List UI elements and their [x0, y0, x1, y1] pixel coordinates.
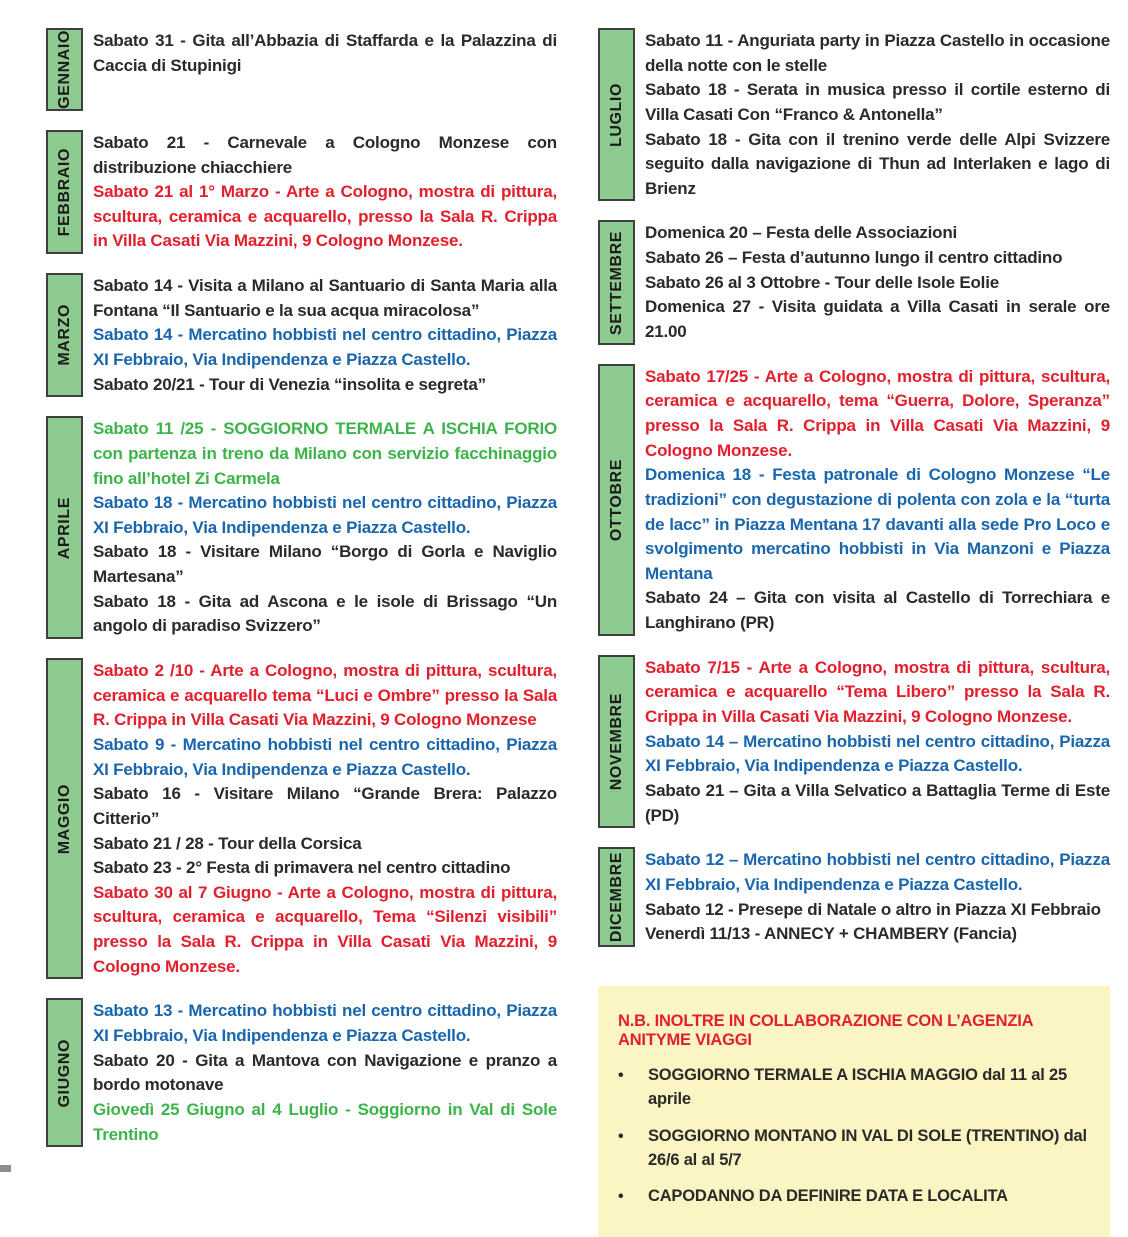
bullet-icon: • — [618, 1127, 624, 1145]
month-section-luglio — [598, 28, 1110, 201]
month-events-settembre — [645, 220, 1110, 344]
month-events-maggio — [93, 658, 557, 979]
month-section-maggio — [46, 658, 557, 979]
event-text: Giovedì 25 Giugno al 4 Luglio - Soggiorno in Val di Sole Trentino — [93, 1099, 557, 1144]
event-text: Domenica 18 - Festa patronale di Cologno Monzese “Le tradizioni” con degustazione di polenta con zola e la “turta de lacc” in Piazza Mentana 17 davanti alla sede Pro Loco e svolgimento mercatino hobbisti in Via Manzoni e Piazza Mentana — [645, 465, 1110, 583]
month-events-luglio — [645, 28, 1110, 201]
month-label-novembre: NOVEMBRE — [607, 692, 625, 791]
event-text: Sabato 26 – Festa d’autunno lungo il centro cittadino — [645, 248, 1063, 268]
month-box-marzo — [46, 273, 83, 397]
month-label-marzo: MARZO — [55, 304, 73, 366]
month-section-giugno — [46, 998, 557, 1147]
event-text: Sabato 12 - Presepe di Natale o altro in Piazza XI Febbraio — [645, 899, 1101, 919]
month-label-ottobre: OTTOBRE — [607, 458, 625, 541]
event-text: Venerdì 11/13 - ANNECY + CHAMBERY (Fancia) — [645, 924, 1017, 944]
note-bullet-item — [618, 1125, 1090, 1173]
event-text: Sabato 21 al 1° Marzo - Arte a Cologno, mostra di pittura, scultura, ceramica e acquarello, presso la Sala R. Crippa in Villa Casati Via Mazzini, 9 Cologno Monzese. — [93, 182, 557, 251]
event-text: Sabato 2 /10 - Arte a Cologno, mostra di pittura, scultura, ceramica e acquarello tema “Luci e Ombre” presso la Sala R. Crippa in Villa Casati Via Mazzini, 9 Cologno Monzese — [93, 661, 557, 730]
month-events-aprile — [93, 416, 557, 639]
month-section-aprile — [46, 416, 557, 639]
event-text: Sabato 17/25 - Arte a Cologno, mostra di pittura, scultura, ceramica e acquarello, tema “Guerra, Dolore, Speranza” presso la Sala R. Crippa in Villa Casati Via Mazzini, 9 Cologno Monzese. — [645, 366, 1110, 460]
event-text: Sabato 21 – Gita a Villa Selvatico a Battaglia Terme di Este (PD) — [645, 780, 1110, 825]
month-section-dicembre — [598, 847, 1110, 947]
note-bullet-item — [618, 1064, 1090, 1112]
event-text: Sabato 20/21 - Tour di Venezia “insolita e segreta” — [93, 374, 486, 394]
month-events-gennaio — [93, 28, 557, 111]
right-column — [598, 28, 1110, 1237]
note-item-text: SOGGIORNO TERMALE A ISCHIA MAGGIO dal 11 al 25 aprile — [648, 1065, 1067, 1108]
month-section-gennaio — [46, 28, 557, 111]
event-text: Sabato 26 al 3 Ottobre - Tour delle Isole Eolie — [645, 272, 999, 292]
event-text: Sabato 16 - Visitare Milano “Grande Brera: Palazzo Citterio” — [93, 784, 557, 828]
month-events-febbraio — [93, 130, 557, 254]
month-section-settembre — [598, 220, 1110, 344]
month-section-marzo — [46, 273, 557, 397]
month-label-giugno: GIUGNO — [55, 1038, 73, 1108]
event-text: Sabato 18 - Serata in musica presso il cortile esterno di Villa Casati Con “Franco & Antonella” — [645, 80, 1110, 124]
note-item-text: CAPODANNO DA DEFINIRE DATA E LOCALITA — [648, 1187, 1008, 1206]
event-text: Sabato 18 - Visitare Milano “Borgo di Gorla e Naviglio Martesana” — [93, 542, 557, 587]
left-column — [46, 28, 557, 1237]
month-events-giugno — [93, 998, 557, 1147]
event-text: Sabato 18 - Gita con il trenino verde delle Alpi Svizzere seguito dalla navigazione di Thun ad Interlaken e lago di Brienz — [645, 129, 1110, 198]
event-text: Sabato 14 – Mercatino hobbisti nel centro cittadino, Piazza XI Febbraio, Via Indipendenza e Piazza Castello. — [645, 731, 1110, 776]
month-events-ottobre — [645, 364, 1110, 636]
event-text: Sabato 13 - Mercatino hobbisti nel centro cittadino, Piazza XI Febbraio, Via Indipendenza e Piazza Castello. — [93, 1001, 557, 1046]
month-section-novembre — [598, 655, 1110, 828]
month-label-settembre: SETTEMBRE — [607, 230, 625, 335]
event-text: Sabato 23 - 2° Festa di primavera nel centro cittadino — [93, 858, 511, 878]
month-label-dicembre: DICEMBRE — [607, 851, 625, 943]
event-text: Sabato 14 - Mercatino hobbisti nel centro cittadino, Piazza XI Febbraio, Via Indipendenza e Piazza Castello. — [93, 325, 557, 369]
event-text: Sabato 14 - Visita a Milano al Santuario di Santa Maria alla Fontana “Il Santuario e la sua acqua miracolosa” — [93, 276, 557, 320]
month-label-aprile: APRILE — [55, 496, 73, 559]
event-text: Sabato 11 - Anguriata party in Piazza Castello in occasione della notte con le stelle — [645, 31, 1110, 75]
month-box-aprile — [46, 416, 83, 639]
event-text: Sabato 30 al 7 Giugno - Arte a Cologno, mostra di pittura, scultura, ceramica e acquarello, Tema “Silenzi visibili” presso la Sala R. Crippa in Villa Casati Via Mazzini, 9 Cologno Monzese. — [93, 882, 557, 976]
month-box-giugno — [46, 998, 83, 1147]
event-text: Sabato 24 – Gita con visita al Castello di Torrechiara e Langhirano (PR) — [645, 588, 1110, 633]
month-box-febbraio — [46, 130, 83, 254]
event-text: Sabato 7/15 - Arte a Cologno, mostra di pittura, scultura, ceramica e acquarello “Tema Libero” presso la Sala R. Crippa in Villa Casati Via Mazzini, 9 Cologno Monzese. — [645, 657, 1110, 727]
month-events-dicembre — [645, 847, 1110, 947]
month-events-novembre — [645, 655, 1110, 828]
month-section-febbraio — [46, 130, 557, 254]
page-corner-artifact — [0, 1165, 11, 1172]
month-label-maggio: MAGGIO — [55, 783, 73, 854]
event-text: Sabato 11 /25 - SOGGIORNO TERMALE A ISCHIA FORIO con partenza in treno da Milano con servizio facchinaggio fino all’hotel Zi Carmela — [93, 419, 557, 488]
month-label-gennaio: GENNAIO — [55, 30, 73, 109]
month-box-dicembre — [598, 847, 635, 947]
collaboration-note-box — [598, 986, 1110, 1237]
month-box-gennaio — [46, 28, 83, 111]
event-text: Sabato 18 - Gita ad Ascona e le isole di Brissago “Un angolo di paradiso Svizzero” — [93, 591, 557, 636]
event-text: Domenica 20 – Festa delle Associazioni — [645, 223, 958, 243]
event-text: Sabato 12 – Mercatino hobbisti nel centro cittadino, Piazza XI Febbraio, Via Indipendenza e Piazza Castello. — [645, 850, 1110, 894]
note-item-text: SOGGIORNO MONTANO IN VAL DI SOLE (TRENTINO) dal 26/6 al al 5/7 — [648, 1126, 1087, 1169]
month-section-ottobre — [598, 364, 1110, 636]
month-box-maggio — [46, 658, 83, 979]
month-label-febbraio: FEBBRAIO — [55, 147, 73, 237]
month-events-marzo — [93, 273, 557, 397]
event-text: Sabato 31 - Gita all’Abbazia di Staffarda e la Palazzina di Caccia di Stupinigi — [93, 31, 557, 75]
month-box-luglio — [598, 28, 635, 201]
bullet-icon: • — [618, 1188, 624, 1206]
month-label-luglio: LUGLIO — [607, 82, 625, 147]
month-box-settembre — [598, 220, 635, 344]
bullet-icon: • — [618, 1066, 624, 1084]
event-text: Sabato 20 - Gita a Mantova con Navigazione e pranzo a bordo motonave — [93, 1050, 557, 1095]
note-heading: N.B. INOLTRE IN COLLABORAZIONE CON L’AGENZIA ANITYME VIAGGI — [618, 1011, 1033, 1049]
event-text: Sabato 21 / 28 - Tour della Corsica — [93, 833, 362, 853]
event-text: Sabato 18 - Mercatino hobbisti nel centro cittadino, Piazza XI Febbraio, Via Indipendenza e Piazza Castello. — [93, 493, 557, 537]
month-box-ottobre — [598, 364, 635, 636]
month-box-novembre — [598, 655, 635, 828]
event-text: Sabato 9 - Mercatino hobbisti nel centro cittadino, Piazza XI Febbraio, Via Indipendenza e Piazza Castello. — [93, 734, 557, 779]
note-bullet-item — [618, 1185, 1090, 1209]
event-text: Domenica 27 - Visita guidata a Villa Casati in serale ore 21.00 — [645, 297, 1110, 342]
event-text: Sabato 21 - Carnevale a Cologno Monzese con distribuzione chiacchiere — [93, 132, 557, 177]
